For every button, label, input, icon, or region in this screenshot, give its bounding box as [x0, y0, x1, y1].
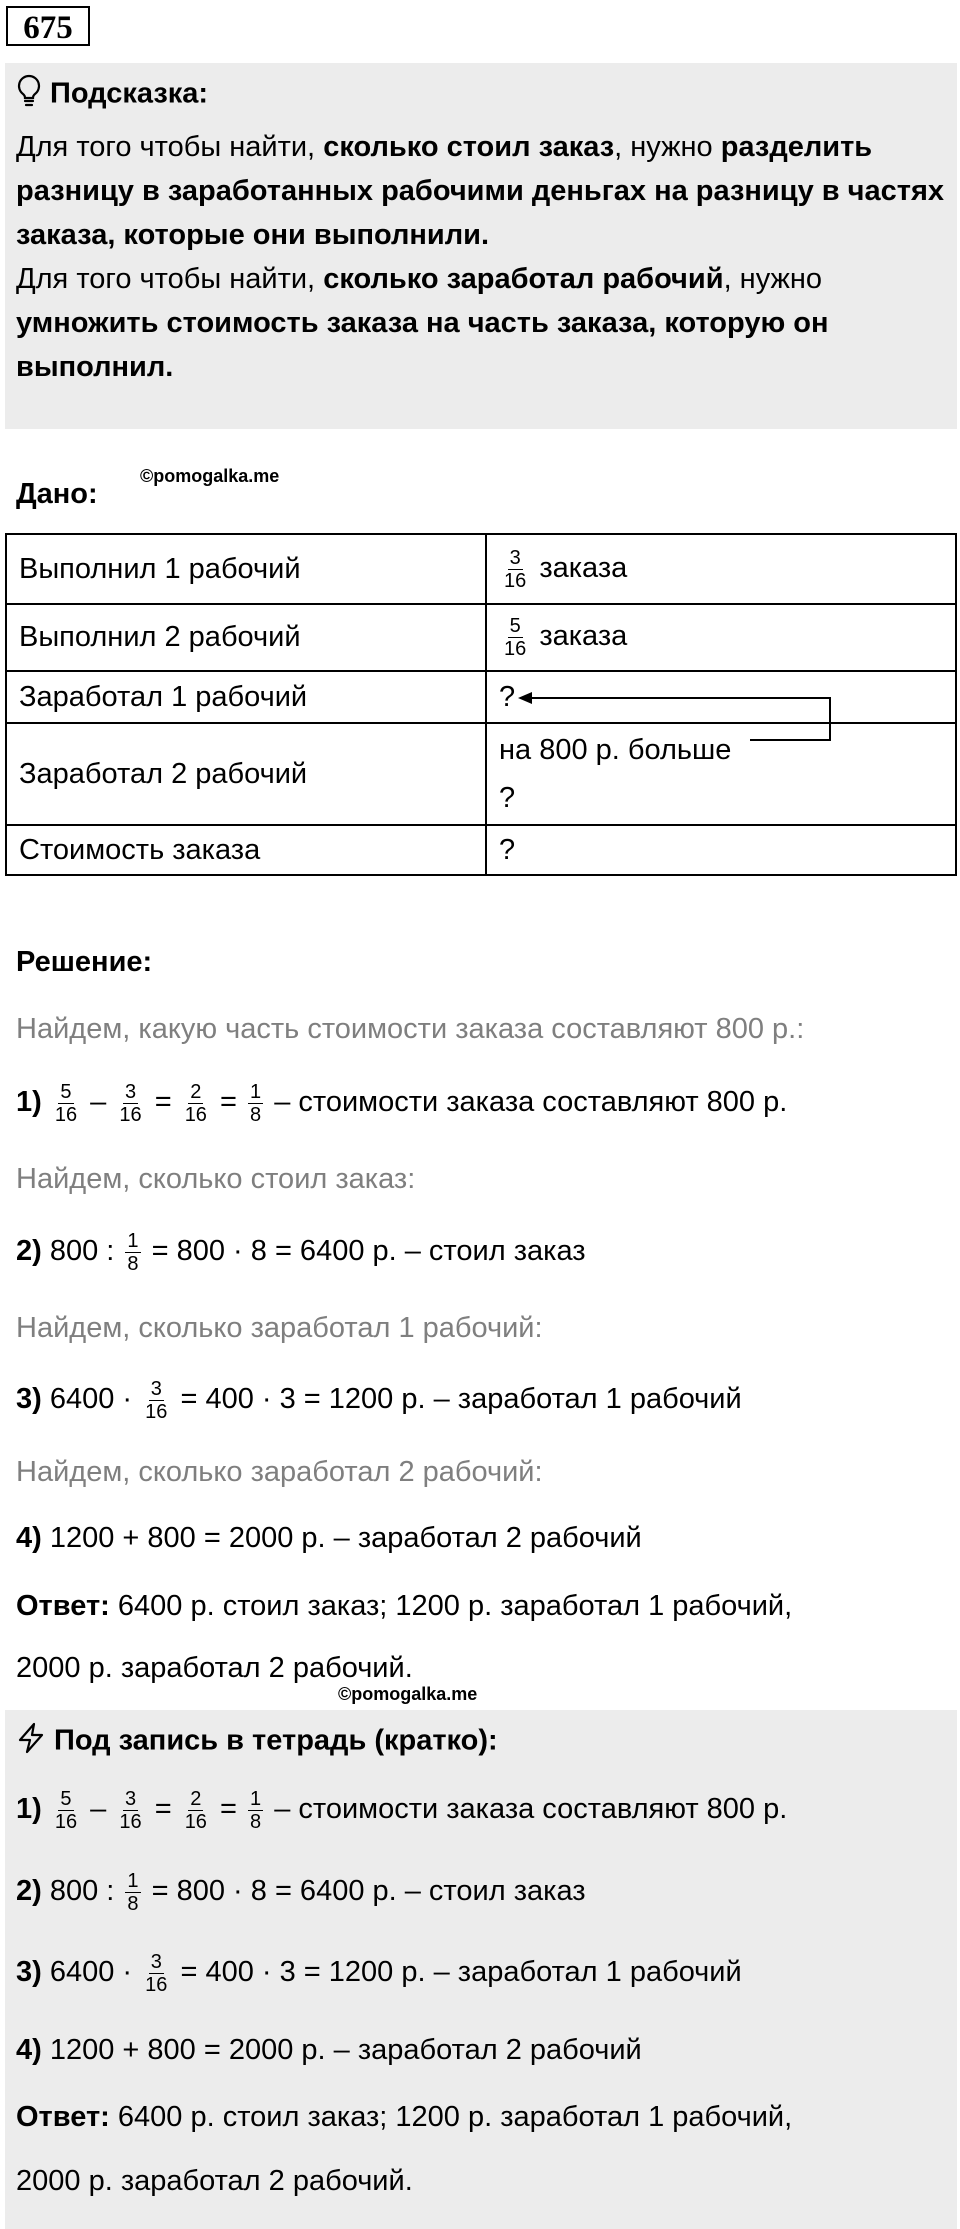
answer-text: 6400 р. стоил заказ; 1200 р. заработал 1 рабочий,: [117, 2101, 793, 2133]
fraction: $\frac{3}{16}$: [145, 1378, 168, 1423]
note-step2: [16, 1870, 586, 1915]
given-label: Выполнил 1 рабочий: [6, 534, 486, 604]
step-number: 1): [16, 1793, 42, 1826]
given-value: [486, 604, 956, 671]
given-value: [486, 534, 956, 604]
answer-label: Ответ:: [16, 2101, 110, 2133]
step-text: 1200 + 800 = 2000 р. – заработал 2 рабочий: [49, 2034, 642, 2066]
step-number: 3): [16, 1956, 42, 1989]
step3-line: [16, 1378, 742, 1423]
hint-title-text: Подсказка:: [50, 77, 209, 110]
fraction: [502, 547, 528, 592]
answer-line1: [16, 1590, 792, 1623]
fraction: $\frac{3}{16}$: [145, 1951, 168, 1996]
step1-comment: Найдем, какую часть стоимости заказа составляют 800 р.:: [16, 1013, 805, 1045]
step-text: 800 :: [49, 1235, 115, 1268]
given-value-text: заказа: [539, 551, 628, 584]
notebook-title: [16, 1722, 498, 1762]
task-number: 675: [6, 6, 90, 46]
given-value: ?: [486, 671, 956, 723]
note-answer2: 2000 р. заработал 2 рабочий.: [16, 2165, 413, 2197]
hint-p1-c: , нужно: [614, 131, 721, 163]
step4-comment: Найдем, сколько заработал 2 рабочий:: [16, 1456, 543, 1488]
step-text: 6400 ·: [49, 1956, 133, 1989]
arrow-icon: [510, 688, 840, 748]
step2-line: [16, 1230, 586, 1275]
fraction: $\frac{3}{16}$: [119, 1081, 142, 1126]
answer-label: Ответ:: [16, 1590, 110, 1622]
fraction: $\frac{2}{16}$: [184, 1788, 207, 1833]
fraction: $\frac{1}{8}$: [250, 1788, 262, 1833]
step-number: 4): [16, 2034, 42, 2066]
table-row: [6, 604, 956, 671]
step-number: 4): [16, 1522, 42, 1554]
fraction-den: 16: [504, 638, 527, 660]
lightning-icon: [16, 1722, 46, 1762]
answer-line2: 2000 р. заработал 2 рабочий.: [16, 1652, 413, 1684]
step4-line: [16, 1522, 642, 1555]
fraction: $\frac{1}{8}$: [250, 1081, 262, 1126]
step-text: 800 :: [49, 1875, 115, 1908]
given-value-text: заказа: [539, 620, 628, 653]
step-text: = 800 · 8 = 6400 р. – стоил заказ: [151, 1235, 586, 1268]
hint-text: [16, 125, 946, 389]
fraction: $\frac{2}{16}$: [184, 1081, 207, 1126]
fraction: $\frac{1}{8}$: [127, 1230, 139, 1275]
step3-comment: Найдем, сколько заработал 1 рабочий:: [16, 1312, 543, 1344]
watermark: ©pomogalka.me: [338, 1684, 478, 1704]
given-title: Дано:: [16, 478, 98, 510]
given-value-text: на 800 р. больше: [499, 734, 732, 766]
note-answer1: [16, 2101, 792, 2134]
fraction: $\frac{5}{16}$: [54, 1081, 78, 1126]
table-row: [6, 534, 956, 604]
step-text: 1200 + 800 = 2000 р. – заработал 2 рабочий: [49, 1522, 642, 1554]
fraction: $\frac{5}{16}$: [54, 1788, 78, 1833]
hint-p1-b: сколько стоил заказ: [323, 131, 615, 163]
step-number: 2): [16, 1235, 42, 1268]
op: =: [220, 1793, 237, 1826]
given-label: Заработал 1 рабочий: [6, 671, 486, 723]
fraction: $\frac{3}{16}$: [119, 1788, 142, 1833]
hint-p2-a: Для того чтобы найти,: [16, 263, 324, 295]
fraction-den: 16: [504, 569, 527, 592]
op: =: [154, 1086, 172, 1119]
step-text: – стоимости заказа составляют 800 р.: [274, 1086, 788, 1119]
lightbulb-icon: [16, 74, 42, 116]
hint-p1-d: разделить разницу в заработанных рабочими деньгах на разницу в частях заказа, которые они выполнили.: [16, 131, 944, 251]
watermark: ©pomogalka.me: [140, 466, 280, 486]
notebook-title-text: Под запись в тетрадь (кратко):: [54, 1724, 498, 1757]
op: –: [90, 1086, 107, 1119]
note-step4: [16, 2034, 642, 2067]
hint-title: [16, 74, 208, 116]
op: =: [220, 1086, 237, 1119]
step-number: 3): [16, 1383, 42, 1416]
hint-p2-b: сколько заработал рабочий: [323, 263, 724, 295]
given-label: Стоимость заказа: [6, 825, 486, 875]
op: –: [90, 1793, 107, 1826]
step-text: = 400 · 3 = 1200 р. – заработал 1 рабочий: [180, 1383, 742, 1416]
table-row: [6, 825, 956, 875]
step-text: = 800 · 8 = 6400 р. – стоил заказ: [151, 1875, 586, 1908]
fraction: [502, 615, 528, 660]
fraction-num: 3: [509, 546, 521, 569]
answer-text: 6400 р. стоил заказ; 1200 р. заработал 1 рабочий,: [117, 1590, 793, 1622]
fraction-num: 5: [509, 615, 521, 637]
fraction: $\frac{1}{8}$: [127, 1870, 139, 1915]
step-text: 6400 ·: [49, 1383, 133, 1416]
op: =: [154, 1793, 172, 1826]
given-label: Выполнил 2 рабочий: [6, 604, 486, 671]
step2-comment: Найдем, сколько стоил заказ:: [16, 1163, 416, 1195]
step-text: – стоимости заказа составляют 800 р.: [274, 1793, 788, 1826]
step-number: 2): [16, 1875, 42, 1908]
hint-p2-d: умножить стоимость заказа на часть заказа, которую он выполнил.: [16, 307, 829, 383]
given-value: ?: [486, 825, 956, 875]
given-label: Заработал 2 рабочий: [6, 723, 486, 825]
solution-title: Решение:: [16, 946, 153, 978]
step-number: 1): [16, 1086, 42, 1119]
hint-p1-a: Для того чтобы найти,: [16, 131, 324, 163]
note-step3: [16, 1951, 742, 1996]
note-step1: [16, 1788, 787, 1833]
step-text: = 400 · 3 = 1200 р. – заработал 1 рабочий: [180, 1956, 742, 1989]
step1-line: [16, 1081, 787, 1126]
hint-p2-c: , нужно: [723, 263, 823, 295]
given-value-text: ?: [499, 782, 516, 814]
